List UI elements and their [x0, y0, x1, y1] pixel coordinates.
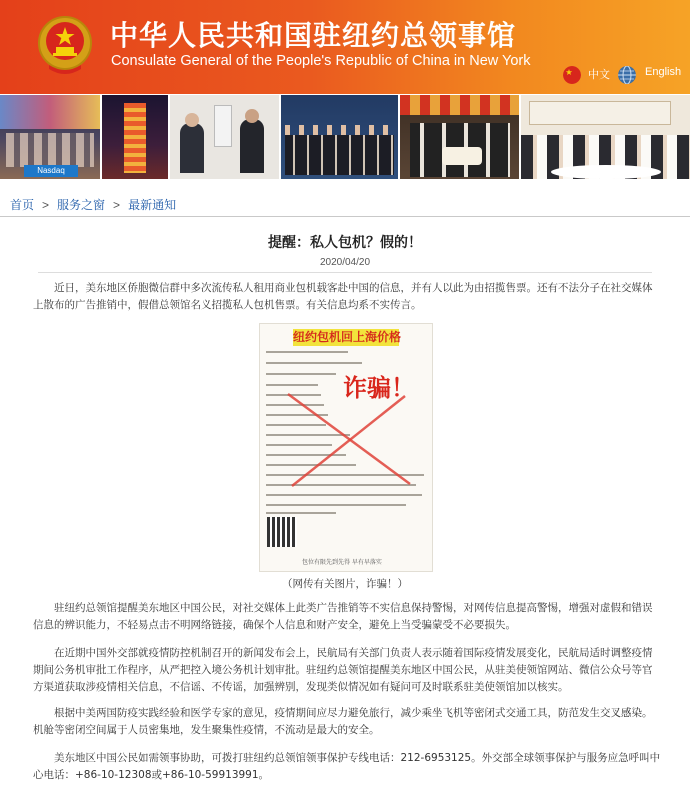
lang-english-link[interactable]: English [645, 66, 682, 78]
article-paragraph-2: 驻纽约总领馆提醒美东地区中国公民，对社交媒体上此类广告推销等不实信息保持警惕，对网传信息提高警惕，增强对虚假和错误信息的辨识能力，不轻易点击不明网络链接，确保个人信息和财产安全，避免上当受骗蒙受不必要损失。 [33, 602, 653, 631]
poster-title: 纽约包机回上海价格 [293, 330, 402, 344]
article-paragraph-4: 根据中美两国防疫实践经验和医学专家的意见，疫情期间应尽力避免旅行，减少乘坐飞机等密闭式交通工具，防范发生交叉感染。机舱等密闭空间属于人员密集地，发生聚集性疫情，不流动是最大的安全。 [33, 707, 653, 736]
breadcrumb-services[interactable]: 服务之窗 [57, 198, 106, 212]
breadcrumb-separator: > [42, 198, 50, 212]
photo-delegation [281, 95, 398, 179]
photo-nasdaq [0, 95, 100, 179]
site-title-en: Consulate General of the People's Republic of China in New York [111, 53, 531, 69]
image-caption: （网传有关图片，诈骗！） [282, 578, 408, 590]
poster-footer: 包位有限先到先得 早有早落实 [302, 559, 382, 566]
article-paragraph-5: 美东地区中国公民如需领事协助，可拨打驻纽约总领馆领事保护专线电话：212-6953125。外交部全球领事保护与服务应急呼叫中心电话：+86-10-12308或+86-10-59913991。 [33, 752, 661, 781]
article-paragraph-3: 在近期中国外交部就疫情防控机制召开的新闻发布会上，民航局有关部门负责人表示随着国际疫情发展变化，民航局适时调整疫情期间公务机审批工作程序，从严把控入境公务机计划审批。驻纽约总领馆提醒美东地区中国公民，从驻美使领馆网站、微信公众号等官方渠道获取涉疫情相关信息，不信谣、不传谣，加强辨别，发现类似情况如有疑问可及时联系驻美使领馆加以核实。 [33, 647, 653, 693]
china-flag-icon[interactable] [563, 66, 581, 84]
divider [0, 216, 690, 217]
breadcrumb-separator: > [113, 198, 121, 212]
lang-chinese-link[interactable]: 中文 [588, 69, 610, 81]
photo-banquet [521, 95, 690, 179]
photo-interview [170, 95, 280, 179]
breadcrumb-latest-notices[interactable]: 最新通知 [128, 198, 177, 212]
nasdaq-sign: Nasdaq [24, 165, 78, 177]
divider [38, 272, 652, 273]
fraud-stamp: 诈骗！ [343, 374, 415, 402]
photo-celebration [400, 95, 520, 179]
breadcrumb-home[interactable]: 首页 [10, 198, 35, 212]
breadcrumb [10, 196, 176, 213]
photo-banner [0, 95, 690, 179]
article-date: 2020/04/20 [319, 257, 371, 268]
article-title: 提醒：私人包机？假的！ [268, 235, 422, 251]
qr-code-icon [267, 517, 297, 547]
article-paragraph-1: 近日，美东地区侨胞微信群中多次流传私人租用商业包机载客赴中国的信息，并有人以此为由招揽售票。还有不法分子在社交媒体上散布的广告推销中，假借总领馆名义招揽私人包机售票。有关信息均系不实传言。 [33, 282, 653, 311]
globe-icon[interactable] [618, 66, 636, 84]
photo-pagoda [102, 95, 168, 179]
scam-poster-image [259, 323, 433, 572]
site-title-cn: 中华人民共和国驻纽约总领事馆 [110, 19, 517, 52]
site-header [0, 0, 690, 94]
national-emblem-icon [37, 13, 93, 77]
